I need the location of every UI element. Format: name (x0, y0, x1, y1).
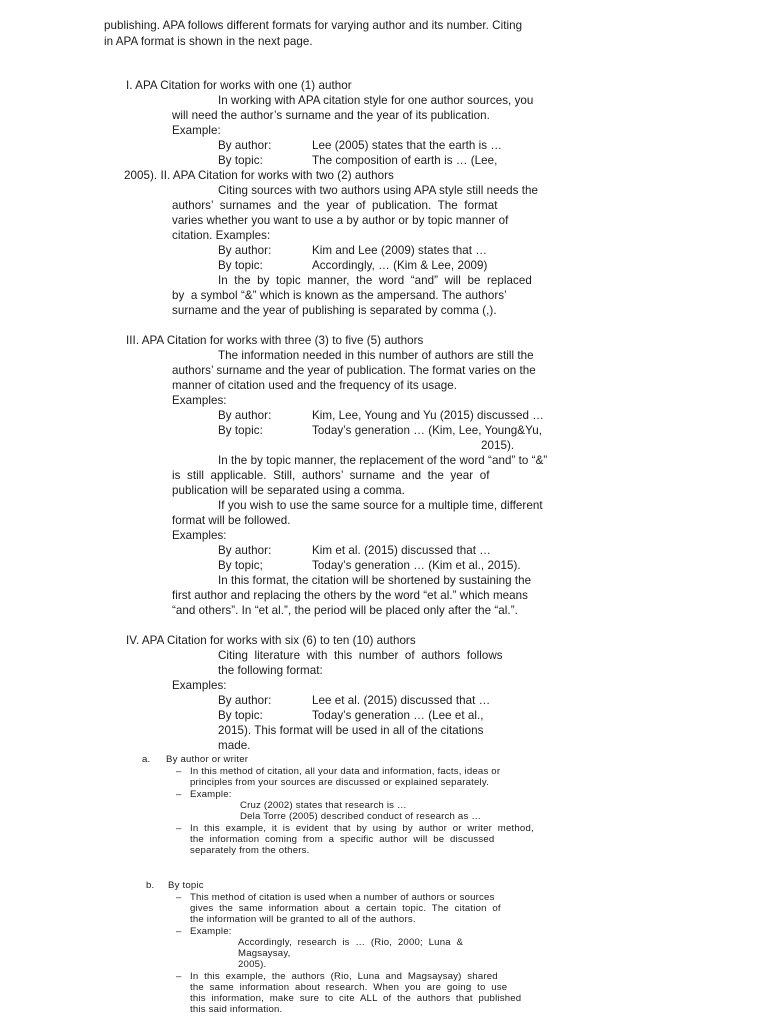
section-3-paragraph: authors’ surname and the year of publication. The format varies on the (172, 364, 536, 377)
section-2-note: by a symbol “&” which is known as the ampersand. The authors’ (172, 289, 507, 302)
by-author-label: By author: (218, 139, 272, 152)
by-topic-example: Today’s generation … (Kim et al., 2015). (312, 559, 521, 572)
section-2-paragraph: citation. Examples: (172, 229, 271, 242)
list-marker-b: b. (146, 880, 155, 891)
by-topic-example: Today’s generation … (Lee et al., (312, 709, 484, 722)
by-topic-label: By topic: (218, 259, 263, 272)
section-3-note: is still applicable. Still, authors’ surname and the year of (172, 469, 490, 482)
by-topic-label: By topic: (218, 709, 263, 722)
section-3-paragraph: The information needed in this number of authors are still the (218, 349, 534, 362)
section-2-note: In the by topic manner, the word “and” will be replaced (218, 274, 532, 287)
section-2-heading: 2005). II. APA Citation for works with two (2) authors (124, 169, 394, 182)
by-topic-label: By topic; (218, 559, 263, 572)
section-4-note: made. (218, 739, 251, 752)
section-4-heading: IV. APA Citation for works with six (6) to ten (10) authors (126, 634, 416, 647)
subsection-a-text: In this method of citation, all your data and information, facts, ideas or (190, 766, 501, 777)
dash-bullet: – (176, 823, 182, 834)
dash-bullet: – (176, 766, 182, 777)
section-3-note: publication will be separated using a comma. (172, 484, 405, 497)
subsection-b-example: Accordingly, research is … (Rio, 2000; Luna & (238, 937, 464, 948)
by-author-example: Kim et al. (2015) discussed that … (312, 544, 491, 557)
subsection-b-text: This method of citation is used when a number of authors or sources (190, 892, 495, 903)
by-topic-example: Accordingly, … (Kim & Lee, 2009) (312, 259, 488, 272)
by-author-example: Lee (2005) states that the earth is … (312, 139, 503, 152)
by-topic-label: By topic: (218, 424, 263, 437)
subsection-b-text: In this example, the authors (Rio, Luna and Magsaysay) shared (190, 971, 498, 982)
by-author-example: Kim and Lee (2009) states that … (312, 244, 487, 257)
subsection-b-example-label: Example: (190, 926, 232, 937)
subsection-b-text: gives the same information about a certain topic. The citation of (190, 903, 501, 914)
list-marker-a: a. (142, 754, 151, 765)
section-1-example-label: Example: (172, 124, 221, 137)
dash-bullet: – (176, 926, 182, 937)
dash-bullet: – (176, 971, 182, 982)
by-topic-example: The composition of earth is … (Lee, (312, 154, 498, 167)
subsection-b-text: the same information about research. When you are going to use (190, 982, 508, 993)
subsection-b-text: this said information. (190, 1004, 283, 1015)
subsection-a-text: the information coming from a specific author will be discussed (190, 834, 495, 845)
subsection-b-example: Magsaysay, (238, 948, 291, 959)
subsection-a-example: Dela Torre (2005) described conduct of research as … (240, 811, 482, 822)
intro-line-1: publishing. APA follows different formats for varying author and its number. Citing (104, 19, 523, 32)
section-2-paragraph: Citing sources with two authors using APA style still needs the (218, 184, 538, 197)
section-3-note: format will be followed. (172, 514, 291, 527)
subsection-a-example-label: Example: (190, 789, 232, 800)
subsection-b-text: this information, make sure to cite ALL of the authors that published (190, 993, 522, 1004)
section-4-note: 2015). This format will be used in all of the citations (218, 724, 484, 737)
by-author-example: Kim, Lee, Young and Yu (2015) discussed … (312, 409, 544, 422)
section-4-paragraph: Citing literature with this number of authors follows (218, 649, 503, 662)
section-3-note: “and others”. In “et al.”, the period will be placed only after the “al.”. (172, 604, 518, 617)
by-topic-label: By topic: (218, 154, 263, 167)
section-2-note: surname and the year of publishing is separated by comma (,). (172, 304, 497, 317)
by-author-label: By author: (218, 244, 272, 257)
section-1-paragraph: In working with APA citation style for one author sources, you (218, 94, 534, 107)
by-author-label: By author: (218, 409, 272, 422)
dash-bullet: – (176, 892, 182, 903)
by-author-example: Lee et al. (2015) discussed that … (312, 694, 491, 707)
section-1-heading: I. APA Citation for works with one (1) author (126, 79, 352, 92)
dash-bullet: – (176, 789, 182, 800)
by-author-label: By author: (218, 544, 272, 557)
intro-line-2: in APA format is shown in the next page. (104, 35, 313, 48)
section-3-heading: III. APA Citation for works with three (3) to five (5) authors (126, 334, 424, 347)
section-4-example-label: Examples: (172, 679, 227, 692)
section-3-paragraph: manner of citation used and the frequency of its usage. (172, 379, 458, 392)
subsection-b-title: By topic (168, 880, 204, 891)
section-2-paragraph: authors’ surnames and the year of publication. The format (172, 199, 498, 212)
subsection-b-text: the information will be granted to all of the authors. (190, 914, 416, 925)
subsection-a-text: In this example, it is evident that by using by author or writer method, (190, 823, 534, 834)
by-topic-example-cont: 2015). (481, 439, 515, 452)
section-3-note: In this format, the citation will be shortened by sustaining the (218, 574, 532, 587)
section-3-note: first author and replacing the others by the word “et al.” which means (172, 589, 528, 602)
subsection-a-example: Cruz (2002) states that research is … (240, 800, 407, 811)
section-4-paragraph: the following format: (218, 664, 323, 677)
section-2-paragraph: varies whether you want to use a by author or by topic manner of (172, 214, 509, 227)
subsection-a-title: By author or writer (166, 754, 249, 765)
section-3-note: In the by topic manner, the replacement of the word “and” to “&” (218, 454, 548, 467)
subsection-a-text: separately from the others. (190, 845, 310, 856)
by-topic-example: Today’s generation … (Kim, Lee, Young&Yu, (312, 424, 542, 437)
section-3-example-label: Examples: (172, 394, 227, 407)
by-author-label: By author: (218, 694, 272, 707)
subsection-b-example: 2005). (238, 959, 267, 970)
section-1-paragraph: will need the author’s surname and the year of its publication. (172, 109, 490, 122)
section-3-note: If you wish to use the same source for a multiple time, different (218, 499, 543, 512)
section-3-example-label: Examples: (172, 529, 227, 542)
subsection-a-text: principles from your sources are discussed or explained separately. (190, 777, 490, 788)
